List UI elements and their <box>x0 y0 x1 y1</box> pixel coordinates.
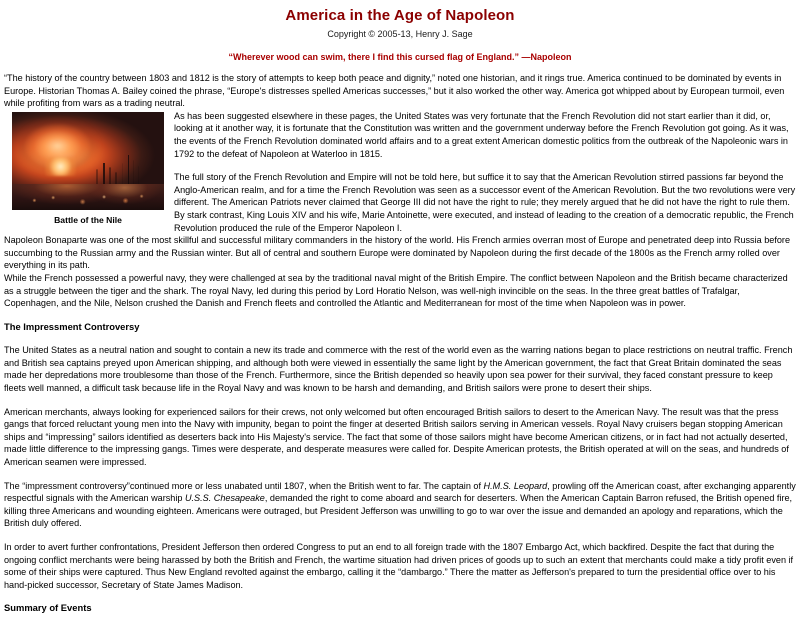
painting-debris-layer <box>21 192 155 206</box>
napoleon-text-column <box>174 110 796 234</box>
heading-impressment-controversy: The Impressment Controversy <box>4 320 140 332</box>
leopard-text-part-1: The “impressment controversy”continued more or less unabated until 1807, when the British went to far. The captain of <box>4 480 484 491</box>
heading-summary-of-events: Summary of Events <box>4 602 92 614</box>
figure-and-text-block <box>4 110 796 272</box>
napoleon-paragraph-3: Napoleon Bonaparte was one of the most skillful and successful military commanders in the history of the world. His French armies overran most of Europe and penetrated deep into Russia before succumbing to the Russian army and the Russian winter. But all of central and southern Europe were dominated by Napoleon during the first decade of the 1800s as the French army rolled over everything in its path. <box>4 235 790 271</box>
impressment-paragraph-1: The United States as a neutral nation and sought to contain a new its trade and commerce with the rest of the world even as the warring nations began to place restrictions on neutral traffic. French and British sea captains preyed upon American shipping, and although both were viewed in essentially the same light by the American government, the fact that Great Britain dominated the seas made her depredations more troublesome than those of the French. Furthermore, since the British depended so heavily upon sea power for their survival, they faced constant pressure to keep fleets well manned, a difficult task because life in the Royal Navy and was known to be harsh and demanding, and British sailors were prone to desert their ships. <box>4 345 793 394</box>
intro-paragraph: “The history of the country between 1803 and 1812 is the story of attempts to keep both peace and dignity,” noted one historian, and it rings true. America continued to be dominated by events in Europe. Historian Thomas A. Bailey coined the phrase, “Europe's distresses spelled Americas successes,” but it also worked the other way. America got whipped about by European turmoil, even while profiting from wars as a trading neutral. <box>4 73 785 109</box>
battle-of-the-nile-image <box>12 112 164 210</box>
figure-battle-of-the-nile <box>12 112 164 226</box>
intro-block <box>4 72 796 110</box>
impressment-paragraph-2: American merchants, always looking for experienced sailors for their crews, not only welcomed but often encouraged British sailors to desert to the American Navy. The result was that the press gangs that forced reluctant young men into the Navy with impunity, began to point the finger at deserted British sailors serving in American vessels. Royal Navy cruisers began stopping American ships and “impressing” sailors identified as deserters back into His Majesty's service. The fact that some of those sailors might have become American citizens, or in fact had not actually deserted, made little difference to the impressing gangs. Times were desperate, and desperate measures were called for. Despite American protests, the British operated at will on the seas, and hundreds of American seamen were impressed. <box>4 406 789 468</box>
epigraph-quote: “Wherever wood can swim, there I find this cursed flag of England.” —Napoleon <box>228 52 572 62</box>
ship-name-uss-chesapeake: U.S.S. Chesapeake <box>184 493 265 504</box>
ship-name-hms-leopard: H.M.S. Leopard <box>483 480 548 491</box>
leopard-text-part-3: , demanded the right to come aboard and search for deserters. When the American Captain Barron refused, the British opened fire, killing three Americans and wounding eighteen. Americans were outraged, but President Jefferson was unwilling to go to war over the issue and demanded an apology and reparations, which the British duly offered. <box>4 493 793 529</box>
page-title: America in the Age of Napoleon <box>285 7 515 24</box>
figure-caption: Battle of the Nile <box>54 214 122 225</box>
napoleon-paragraph-1: As has been suggested elsewhere in these pages, the United States was very fortunate that the French Revolution did not start earlier than it did, or, looking at it another way, it is fortunate that the Constitution was written and the government underway before the French Revolution got going. As it was, the events of the French Revolution dominated world affairs and to a great extent American domestic politics from the outbreak of the Napoleonic wars in 1792 to the defeat of Napoleon at Waterloo in 1815. <box>174 110 789 159</box>
napoleon-paragraph-4: While the French possessed a powerful navy, they were challenged at sea by the traditional naval might of the British Empire. The conflict between Napoleon and the British became characterized as a struggle between the tiger and the shark. The royal Navy, led during this period by Lord Horatio Nelson, was well-nigh invincible on the seas. In the three great battles of Trafalgar, Copenhagen, and the Nile, Nelson crushed the Danish and French fleets and controlled the Atlantic and Mediterranean for most of the time when Napoleon was in power. <box>4 272 788 309</box>
napoleon-paragraph-2: The full story of the French Revolution and Empire will not be told here, but suffice it to say that the American Revolution stirred passions far beyond the Anglo-American realm, and for a time the French Revolution was seen as a successor event of the American Revolution. But the two revolutions were very different. The American Patriots never claimed that George III did not have the right to rule; they merely argued that he did not have the right to rule them. By stark contrast, King Louis XIV and his wife, Marie Antoinette, were executed, and instead of leading to the creation of a democratic republic, the French Revolution produced the rule of the Emperor Napoleon I. <box>174 172 796 233</box>
leopard-text-part-2: , prowling off the American coast, after exchanging apparently respectful signals with the American warship <box>4 480 796 504</box>
copyright-line: Copyright © 2005-13, Henry J. Sage <box>327 29 473 39</box>
leopard-chesapeake-paragraph <box>4 480 796 530</box>
painting-flare-layer <box>45 157 75 177</box>
embargo-act-paragraph: In order to avert further confrontations, President Jefferson then ordered Congress to put an end to all foreign trade with the 1807 Embargo Act, which backfired. Despite the fact that during the ongoing conflict merchants were being harassed by both the British and French, the wartime situation had driven prices of goods up to such an extent that merchants could make a tidy profit even if some of their ships were captured. Thus New England revolted against the embargo, calling it the “dambargo.” There the matter as Jefferson's prepared to turn the presidential office over to his hand-picked successor, Secretary of State James Madison. <box>4 542 794 590</box>
